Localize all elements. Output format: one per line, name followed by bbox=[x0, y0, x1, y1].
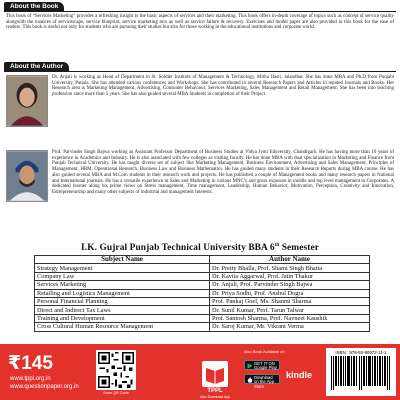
subject-cell: Cross Cultural Human Resource Management bbox=[35, 323, 210, 331]
author2-photo bbox=[6, 150, 48, 202]
subject-cell: Training and Development bbox=[35, 314, 210, 322]
table-row bbox=[35, 314, 370, 322]
google-play-label: GET IT ON Google Play bbox=[254, 360, 277, 370]
author-cell: Dr. Priya Sodhi, Prof. Anshul Dogra bbox=[210, 289, 370, 297]
author1-portrait-image bbox=[7, 76, 47, 126]
subject-cell: Company Law bbox=[35, 272, 210, 280]
about-book-heading: About the Book bbox=[4, 2, 64, 11]
question-paper-link[interactable]: www.questionpaper.org.in bbox=[10, 384, 79, 390]
table-row bbox=[35, 289, 370, 297]
website-link[interactable]: www.tppl.org.in bbox=[10, 376, 51, 382]
google-play-badge[interactable] bbox=[244, 360, 280, 370]
qr-code-caption: Scan QR Code bbox=[103, 391, 129, 395]
ebook-availability-caption: Also Book Available on bbox=[244, 349, 285, 354]
price-label: ₹145 bbox=[8, 353, 53, 374]
subject-cell: Services Marketing bbox=[35, 281, 210, 289]
about-book-rule bbox=[4, 11, 396, 12]
author-cell: Dr. Saroj Kumar, Mr. Vikrant Verma bbox=[210, 323, 370, 331]
table-header-row bbox=[35, 256, 370, 264]
subject-cell: Personal Financial Planning bbox=[35, 297, 210, 305]
subject-cell: Direct and Indirect Tax Laws bbox=[35, 306, 210, 314]
author-cell: Prof. Pankaj Goel, Ms. Shanmi Sharma bbox=[210, 297, 370, 305]
about-author-heading: About the Author bbox=[4, 62, 69, 71]
author-cell: Prof. Santosh Sharma, Prof. Navneet Kaushik bbox=[210, 314, 370, 322]
barcode-icon bbox=[330, 356, 392, 390]
author-cell: Dr. Anjali, Prof. Parvinder Singh Bajwa bbox=[210, 281, 370, 289]
play-store-icon bbox=[247, 363, 253, 369]
kindle-logo[interactable]: kindle bbox=[286, 370, 313, 380]
publisher-logo-icon[interactable] bbox=[202, 361, 228, 387]
publisher-app-caption: Also Download App bbox=[199, 395, 231, 399]
about-book-text: This book of “Services Marketing” provides a refreshing insight to the basic aspects of services and their marketing. This book offers in-depth coverage of topics such as concept of service quality alongwith the nuances of servicescape, service blueprint, service marketing mix as well as service failure & recovery. Exercises and model paper are also provided in this book for the ease of readers. This book is useful not only for students who are pursuing their studies but also for those working in the educational institutions and corporate world. bbox=[6, 14, 394, 31]
author-cell: Dr. Kavita Aggarwal, Prof. Jatin Thakur bbox=[210, 272, 370, 280]
subject-author-table bbox=[34, 255, 370, 332]
table-row bbox=[35, 297, 370, 305]
author-cell: Dr. Sunil Kumar, Prof. Tarun Talwar bbox=[210, 306, 370, 314]
footer-band bbox=[0, 344, 400, 400]
subject-cell: Retailing and Logistics Management bbox=[35, 289, 210, 297]
app-store-label: Download on the App Store bbox=[254, 374, 275, 389]
author1-bio: Dr. Anjali is working as Head of Department in St. Soldier Institute of Management & Technology, Mithu Basti, Jalandhar. She has done MBA and Ph.D from Punjabi University, Patiala. She has attended various conferences and Workshops. She has contributed in several Research Papers and Articles in reputed Journals and Books. Her Research area is Marketing Management, Advertising, Consumer Behaviour, Services Marketing, Sales Management and Retail Management. She has been into teaching profession since more than 5 years. She has also guided several MBA Students in completion of their Project. bbox=[52, 75, 394, 98]
about-author-rule bbox=[4, 71, 396, 72]
author2-bio: Prof. Parvinder Singh Bajwa working as Assistant Professor Department of Business Studies at Vidya Jyoti Eduversity, Chandigarh. He has having more than 10 years of experience in Academics and Industry. He is also associated with few colleges as visiting faculty. He has done MBA with dual specialization in Marketing and Finance from Punjab Technical University. He has taught diverse set of subject like Marketing Management, Business Environment, Advertising and Sales Management, Principles of Management, HRM, Operational Research, Business Law and Business Mathematics. He has guided many students in their Research Reports during MBA course. He has also guided several MBA and M.Com students in their research work and projects. He has published a couple of Management books and many research papers in National and International journals. He has a versatile experience in Sales and Marketing in various MNC’s and gross exposure in middle and top level management in Corporates. A dedicated learner along his prime views on Stress management, Time management, Leadership, Human Behavior, Motivation, Perception, Creativity and Innovation, Entrepreneurship and many other subjects of industrial and management Interests. bbox=[52, 150, 394, 195]
table-row bbox=[35, 281, 370, 289]
qr-code-pattern bbox=[98, 352, 134, 388]
qr-code-icon[interactable] bbox=[96, 350, 136, 390]
table-row bbox=[35, 264, 370, 272]
author2-portrait-image bbox=[7, 151, 47, 201]
author-column-header: Author Name bbox=[210, 256, 370, 264]
isbn-number: ISBN : 978-93-90972-11-1 bbox=[335, 350, 387, 355]
subject-cell: Strategy Management bbox=[35, 264, 210, 272]
isbn-barcode-block bbox=[326, 348, 396, 396]
author-cell: Dr. Pretty Bhalla, Prof. Shami Singh Bhatia bbox=[210, 264, 370, 272]
author1-photo bbox=[6, 75, 48, 127]
publisher-name: TPPL bbox=[207, 388, 223, 394]
subject-column-header: Subject Name bbox=[35, 256, 210, 264]
publisher-book-icon bbox=[202, 361, 228, 387]
table-row bbox=[35, 272, 370, 280]
university-semester-title: I.K. Gujral Punjab Technical University BBA 6th Semester bbox=[81, 243, 319, 254]
app-store-badge[interactable] bbox=[244, 374, 280, 389]
apple-icon bbox=[247, 377, 253, 383]
table-row bbox=[35, 323, 370, 331]
table-row bbox=[35, 306, 370, 314]
